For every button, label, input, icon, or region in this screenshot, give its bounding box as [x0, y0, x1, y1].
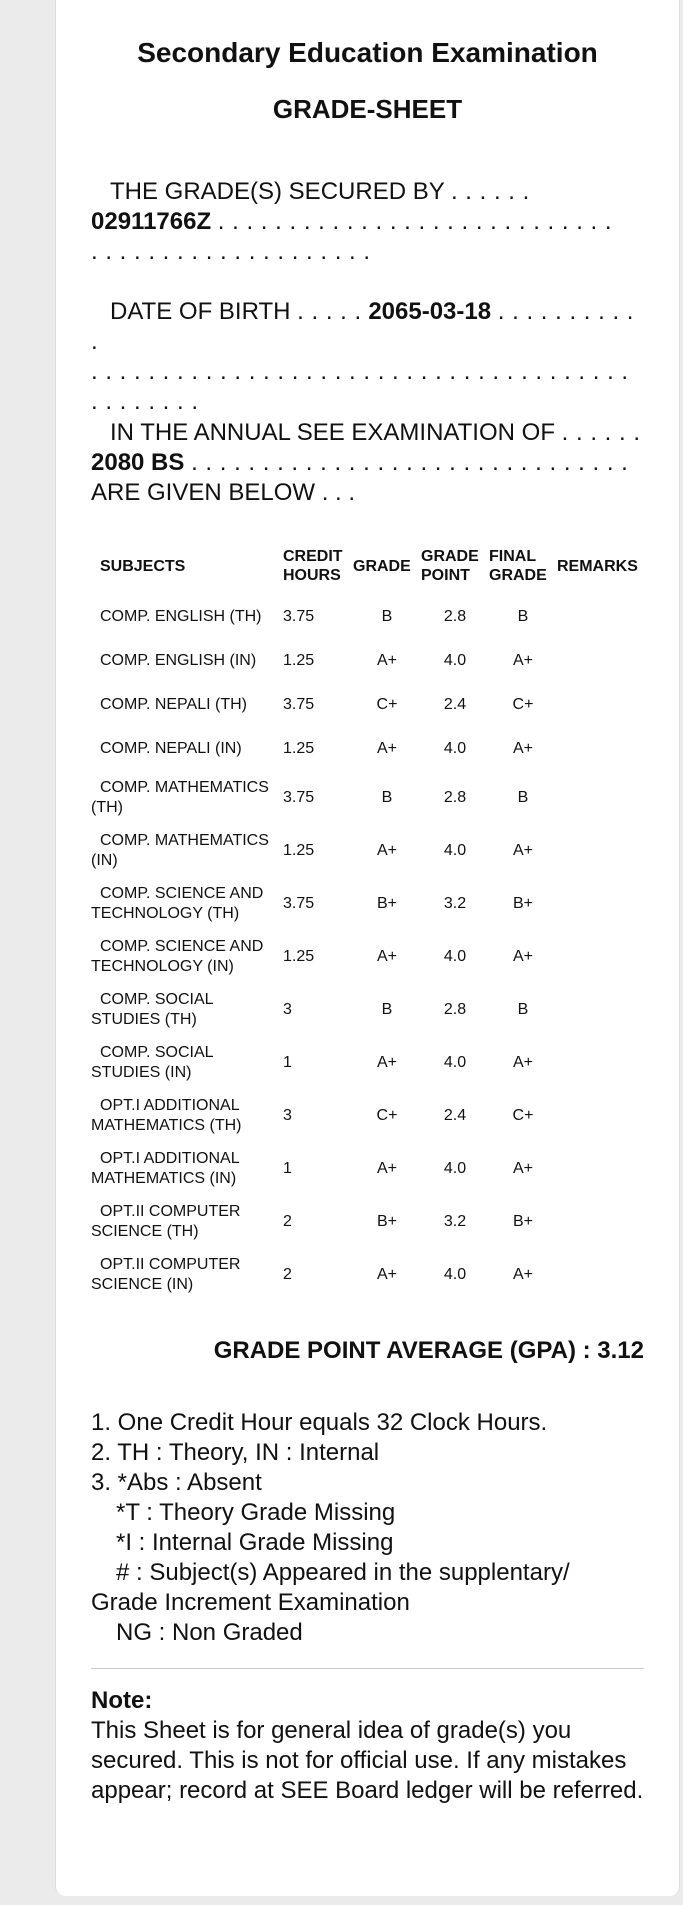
subject-name: OPT.II COMPUTER SCIENCE (TH): [91, 1202, 241, 1240]
final-grade: A+: [512, 841, 533, 859]
dotted-leader: . . . . . .: [561, 419, 641, 446]
subject-name: COMP. ENGLISH (TH): [100, 608, 262, 625]
remarks: [557, 877, 644, 930]
remarks: [557, 595, 644, 639]
dotted-leader: . . . . . . . . . . . . . . . . . . . . . . . . . . . . . . . . . . . . . .: [91, 358, 629, 385]
subject-name: COMP. MATHEMATICS (TH): [91, 778, 269, 816]
dotted-leader: . . . . . . . .: [91, 388, 199, 415]
table-row: [91, 1089, 644, 1142]
note-text: This Sheet is for general idea of grade(s) you secured. This is not for official use. If any mistakes appear; record at SEE Board ledger will be referred.: [91, 1717, 644, 1804]
grade: C+: [376, 1106, 398, 1124]
subject-name: COMP. SCIENCE AND TECHNOLOGY (IN): [91, 937, 264, 975]
grade: B+: [376, 1212, 397, 1230]
header-credit-hours: CREDIT HOURS: [283, 548, 343, 584]
grade-point: 4.0: [443, 1159, 467, 1177]
final-grade: B: [517, 788, 529, 806]
grade-point: 2.8: [443, 788, 467, 806]
final-grade: A+: [512, 1265, 533, 1283]
secured-by-paragraph: [91, 177, 644, 267]
gpa-value: 3.12: [597, 1337, 644, 1364]
remarks: [557, 639, 644, 683]
exam-title: Secondary Education Examination: [137, 37, 598, 68]
credit-hours: 1: [283, 1159, 292, 1177]
table-row: [91, 639, 644, 683]
final-grade: B: [517, 1000, 529, 1018]
grade: A+: [376, 841, 397, 859]
grade-point: 2.8: [443, 1000, 467, 1018]
legend-item: # : Subject(s) Appeared in the supplentary/: [116, 1559, 570, 1586]
table-row: [91, 683, 644, 727]
header-grade-point: GRADE POINT: [421, 548, 479, 584]
grade: A+: [376, 1265, 397, 1283]
dotted-leader: . . . . . . . . . . . . . . . . . . . .: [91, 238, 371, 265]
grade: B: [381, 788, 393, 806]
legend-item: NG : Non Graded: [116, 1619, 303, 1646]
grade: C+: [376, 696, 398, 713]
remarks: [557, 1195, 644, 1248]
note-heading: Note:: [91, 1687, 153, 1714]
final-grade: A+: [512, 947, 533, 965]
legend-item: 3. *Abs : Absent: [91, 1469, 262, 1496]
dotted-leader: . . . . . . . . . . . . . . . . . . . . . . . . . . . . . . .: [191, 449, 629, 476]
table-row: [91, 1036, 644, 1089]
exam-paragraph: [91, 418, 644, 508]
legend-item: *T : Theory Grade Missing: [116, 1499, 396, 1526]
secured-by-label: THE GRADE(S) SECURED BY: [110, 178, 445, 205]
final-grade: A+: [512, 1053, 533, 1071]
subject-name: COMP. SOCIAL STUDIES (TH): [91, 990, 213, 1028]
credit-hours: 2: [283, 1212, 292, 1230]
final-grade: C+: [512, 1106, 534, 1124]
remarks: [557, 983, 644, 1036]
table-row: [91, 771, 644, 824]
subject-name: OPT.I ADDITIONAL MATHEMATICS (IN): [91, 1149, 239, 1187]
dob-label: DATE OF BIRTH: [110, 298, 291, 325]
credit-hours: 3.75: [283, 608, 315, 625]
subject-name: OPT.II COMPUTER SCIENCE (IN): [91, 1255, 241, 1293]
header-subjects: SUBJECTS: [100, 557, 186, 575]
final-grade: A+: [512, 1159, 533, 1177]
grade-point: 3.2: [443, 894, 467, 912]
final-grade: A+: [512, 740, 533, 757]
legend-item: Grade Increment Examination: [91, 1589, 410, 1616]
credit-hours: 3: [283, 1000, 292, 1018]
header-final-grade: FINAL GRADE: [489, 548, 547, 584]
grade-point: 2.4: [443, 1106, 467, 1124]
credit-hours: 1.25: [283, 947, 315, 965]
grade-sheet-heading: GRADE-SHEET: [272, 94, 463, 124]
credit-hours: 3.75: [283, 788, 315, 806]
grade-point: 3.2: [443, 1212, 467, 1230]
table-row: [91, 595, 644, 639]
grade-point: 4.0: [443, 841, 467, 859]
table-row: [91, 727, 644, 771]
gpa-label: GRADE POINT AVERAGE (GPA) :: [213, 1337, 591, 1364]
credit-hours: 3.75: [283, 696, 315, 713]
legend-notes: [91, 1408, 644, 1648]
dob-value: 2065-03-18: [368, 298, 492, 325]
credit-hours: 3.75: [283, 894, 315, 912]
table-row: [91, 1195, 644, 1248]
grade-point: 4.0: [443, 652, 467, 669]
final-grade: B+: [512, 1212, 533, 1230]
grade: A+: [376, 740, 397, 757]
credit-hours: 3: [283, 1106, 292, 1124]
grade-point: 4.0: [443, 1265, 467, 1283]
credit-hours: 1.25: [283, 740, 315, 757]
grade: A+: [376, 947, 397, 965]
remarks: [557, 1036, 644, 1089]
final-grade: B: [517, 608, 529, 625]
subject-name: COMP. MATHEMATICS (IN): [91, 831, 269, 869]
remarks: [557, 1089, 644, 1142]
dotted-leader: . . . . . . . . . . .: [91, 298, 634, 355]
exam-label: IN THE ANNUAL SEE EXAMINATION OF: [110, 419, 555, 446]
remarks: [557, 1248, 644, 1301]
grade: A+: [376, 1159, 397, 1177]
remarks: [557, 930, 644, 983]
final-grade: B+: [512, 894, 533, 912]
remarks: [557, 771, 644, 824]
dotted-leader: . . . . .: [297, 298, 362, 325]
table-row: [91, 877, 644, 930]
table-row: [91, 1142, 644, 1195]
credit-hours: 1.25: [283, 652, 315, 669]
divider: [91, 1668, 644, 1669]
symbol-number: 02911766Z: [91, 208, 212, 235]
gpa-line: [214, 1336, 644, 1366]
subject-name: COMP. NEPALI (TH): [100, 696, 247, 713]
subject-name: COMP. ENGLISH (IN): [100, 652, 257, 669]
dob-paragraph: [91, 297, 644, 417]
table-row: [91, 930, 644, 983]
credit-hours: 1.25: [283, 841, 315, 859]
remarks: [557, 683, 644, 727]
dotted-leader: . . . . . . . . . . . . . . . . . . . . . . . . . . . .: [217, 208, 613, 235]
exam-year: 2080 BS: [91, 449, 185, 476]
table-header-row: [91, 547, 644, 595]
grade-point: 4.0: [443, 740, 467, 757]
header-grade: GRADE: [353, 557, 411, 575]
grade-point: 4.0: [443, 1053, 467, 1071]
remarks: [557, 1142, 644, 1195]
table-row: [91, 824, 644, 877]
grade-point: 2.8: [443, 608, 467, 625]
grade: A+: [376, 1053, 397, 1071]
grade: B: [381, 608, 393, 625]
credit-hours: 1: [283, 1053, 292, 1071]
subject-name: COMP. NEPALI (IN): [100, 740, 242, 757]
given-below-text: ARE GIVEN BELOW . . .: [91, 479, 356, 506]
grade-point: 4.0: [443, 947, 467, 965]
grades-table: [91, 547, 644, 1301]
subject-name: OPT.I ADDITIONAL MATHEMATICS (TH): [91, 1096, 242, 1134]
final-grade: A+: [512, 652, 533, 669]
legend-item: *I : Internal Grade Missing: [116, 1529, 394, 1556]
subject-name: COMP. SCIENCE AND TECHNOLOGY (TH): [91, 884, 264, 922]
subject-name: COMP. SOCIAL STUDIES (IN): [91, 1043, 213, 1081]
grade: B+: [376, 894, 397, 912]
table-row: [91, 1248, 644, 1301]
remarks: [557, 824, 644, 877]
dotted-leader: . . . . . .: [450, 178, 530, 205]
grade: A+: [376, 652, 397, 669]
final-grade: C+: [512, 696, 534, 713]
grade: B: [381, 1000, 393, 1018]
legend-item: 1. One Credit Hour equals 32 Clock Hours.: [91, 1409, 548, 1436]
table-row: [91, 983, 644, 1036]
grade-point: 2.4: [443, 696, 467, 713]
header-remarks: REMARKS: [557, 557, 638, 575]
credit-hours: 2: [283, 1265, 292, 1283]
legend-item: 2. TH : Theory, IN : Internal: [91, 1439, 380, 1466]
remarks: [557, 727, 644, 771]
